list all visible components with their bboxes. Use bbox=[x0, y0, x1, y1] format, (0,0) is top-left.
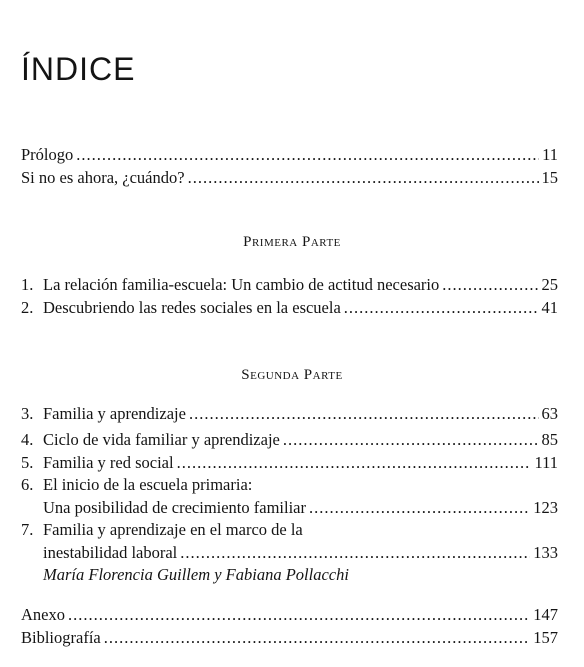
page-number: 157 bbox=[533, 628, 558, 647]
entry-label: inestabilidad laboral bbox=[43, 543, 178, 562]
dot-leader bbox=[189, 404, 539, 424]
page-number: 123 bbox=[533, 498, 558, 517]
entry-label: Familia y aprendizaje bbox=[43, 404, 186, 423]
dot-leader bbox=[180, 543, 530, 563]
toc-entry-chapter-2[interactable] bbox=[21, 298, 558, 318]
dot-leader bbox=[188, 168, 539, 188]
dot-leader bbox=[344, 298, 539, 318]
chapter-authors: María Florencia Guillem y Fabiana Pollacchi bbox=[43, 565, 349, 584]
entry-label: Bibliografía bbox=[21, 628, 101, 647]
entry-label: Familia y red social bbox=[43, 453, 174, 472]
chapter-number: 5. bbox=[21, 453, 34, 472]
chapter-number: 3. bbox=[21, 404, 34, 423]
dot-leader bbox=[309, 498, 530, 518]
entry-label: Una posibilidad de crecimiento familiar bbox=[43, 498, 306, 517]
page-number: 41 bbox=[541, 298, 558, 317]
toc-entry-chapter-1[interactable] bbox=[21, 275, 558, 295]
toc-entry-chapter-6[interactable] bbox=[21, 498, 558, 518]
page-number: 11 bbox=[542, 145, 558, 164]
toc-entry-chapter-6-line1[interactable] bbox=[21, 475, 558, 495]
dot-leader bbox=[76, 145, 539, 165]
toc-entry-chapter-3[interactable] bbox=[21, 404, 558, 424]
dot-leader bbox=[442, 275, 538, 295]
chapter-number: 6. bbox=[21, 475, 34, 494]
toc-entry-chapter-7-line1[interactable] bbox=[21, 520, 558, 540]
dot-leader bbox=[104, 628, 531, 648]
chapter-number: 1. bbox=[21, 275, 34, 294]
entry-label: El inicio de la escuela primaria: bbox=[43, 475, 253, 494]
page-number: 63 bbox=[541, 404, 558, 423]
page-number: 111 bbox=[534, 453, 558, 472]
toc-entry-prologo[interactable] bbox=[21, 145, 558, 165]
toc-entry-chapter-7[interactable] bbox=[21, 543, 558, 563]
page-number: 133 bbox=[533, 543, 558, 562]
chapter-number: 4. bbox=[21, 430, 34, 449]
toc-entry-bibliografia[interactable] bbox=[21, 628, 558, 648]
entry-label: Ciclo de vida familiar y aprendizaje bbox=[43, 430, 280, 449]
dot-leader bbox=[177, 453, 532, 473]
entry-label: Si no es ahora, ¿cuándo? bbox=[21, 168, 185, 187]
toc-entry-chapter-4[interactable] bbox=[21, 430, 558, 450]
dot-leader bbox=[283, 430, 539, 450]
entry-label: Descubriendo las redes sociales en la escuela bbox=[43, 298, 341, 317]
entry-label: Prólogo bbox=[21, 145, 74, 164]
toc-entry-si-no-es-ahora[interactable] bbox=[21, 168, 558, 188]
entry-label: Familia y aprendizaje en el marco de la bbox=[43, 520, 303, 539]
page-number: 25 bbox=[541, 275, 558, 294]
part-heading-segunda: Segunda Parte bbox=[241, 367, 343, 383]
entry-label: La relación familia-escuela: Un cambio de actitud necesario bbox=[43, 275, 440, 294]
page-title: ÍNDICE bbox=[21, 51, 136, 88]
entry-label: Anexo bbox=[21, 605, 65, 624]
toc-entry-chapter-5[interactable] bbox=[21, 453, 558, 473]
page-number: 147 bbox=[533, 605, 558, 624]
toc-entry-anexo[interactable] bbox=[21, 605, 558, 625]
page-number: 15 bbox=[541, 168, 558, 187]
chapter-number: 7. bbox=[21, 520, 34, 539]
page-number: 85 bbox=[541, 430, 558, 449]
part-heading-primera: Primera Parte bbox=[243, 234, 341, 250]
chapter-number: 2. bbox=[21, 298, 34, 317]
dot-leader bbox=[68, 605, 530, 625]
